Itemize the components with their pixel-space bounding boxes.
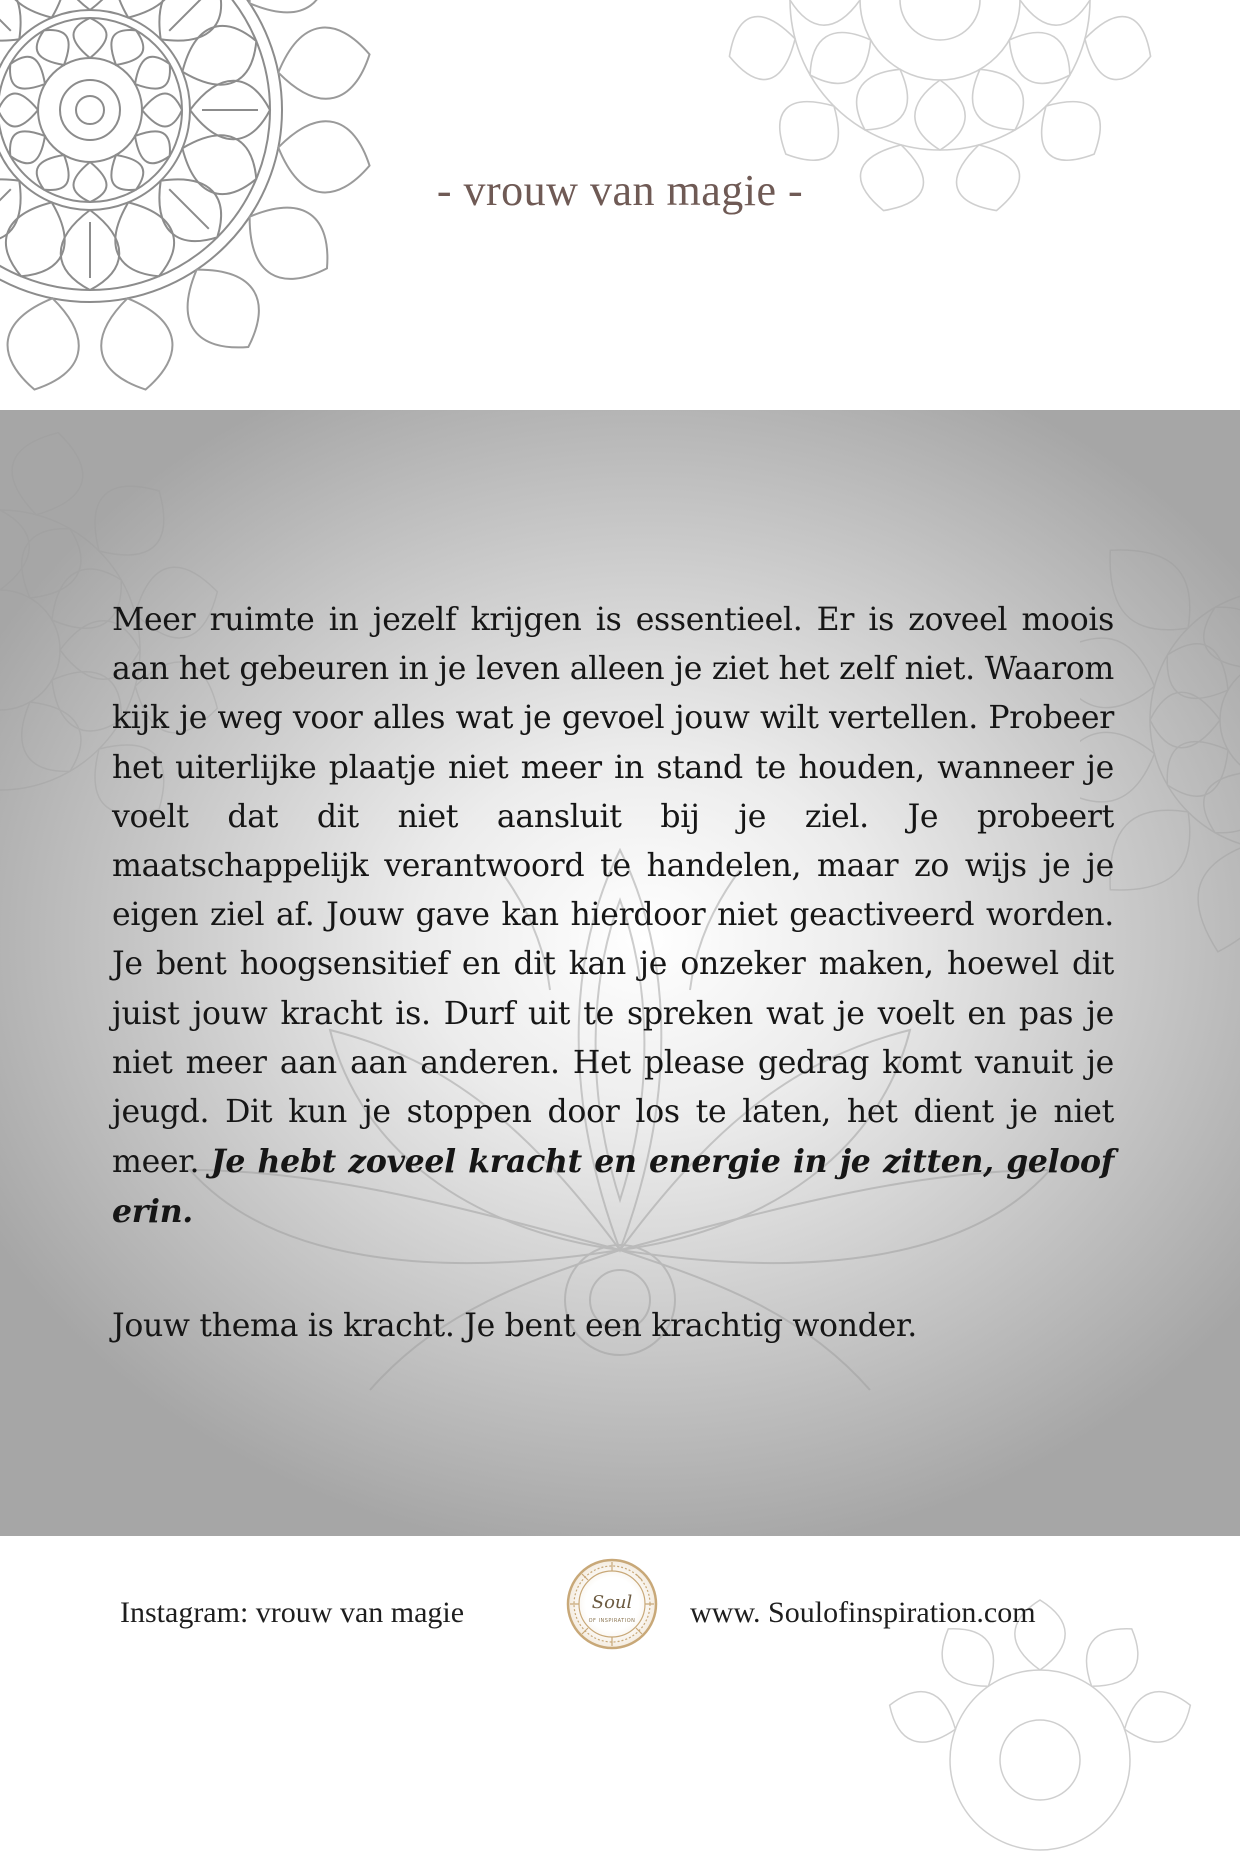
content-panel xyxy=(0,410,1240,1536)
instagram-handle[interactable]: Instagram: vrouw van magie xyxy=(120,1596,465,1629)
logo-text: Soul xyxy=(591,1592,633,1613)
body-emphasis: Je hebt zoveel kracht en energie in je zitten, geloof erin. xyxy=(112,1143,1114,1231)
page-title: - vrouw van magie - xyxy=(436,166,804,215)
logo-subtext: OF INSPIRATION xyxy=(588,1618,636,1624)
body-paragraph xyxy=(112,596,1114,1238)
closing-line: Jouw thema is kracht. Je bent een krachtig wonder. xyxy=(112,1308,917,1344)
website-link[interactable]: www. Soulofinspiration.com xyxy=(690,1596,1036,1629)
soul-of-inspiration-logo xyxy=(566,1558,658,1650)
body-paragraph-text: Meer ruimte in jezelf krijgen is essentieel. Er is zoveel moois aan het gebeuren in je leven alleen je ziet het zelf niet. Waarom kijk je weg voor alles wat je gevoel jouw wilt vertellen. Probeer het uiterlijke plaatje niet meer in stand te houden, wanneer je voelt dat dit niet aansluit bij je ziel. Je probeert maatschappelijk verantwoord te handelen, maar zo wijs je je eigen ziel af. Jouw gave kan hierdoor niet geactiveerd worden. Je bent hoogsensitief en dit kan je onzeker maken, hoewel dit juist jouw kracht is. Durf uit te spreken wat je voelt en pas je niet meer aan aan anderen. Het please gedrag komt vanuit je jeugd. Dit kun je stoppen door los te laten, het dient je niet meer. xyxy=(112,602,1114,1181)
